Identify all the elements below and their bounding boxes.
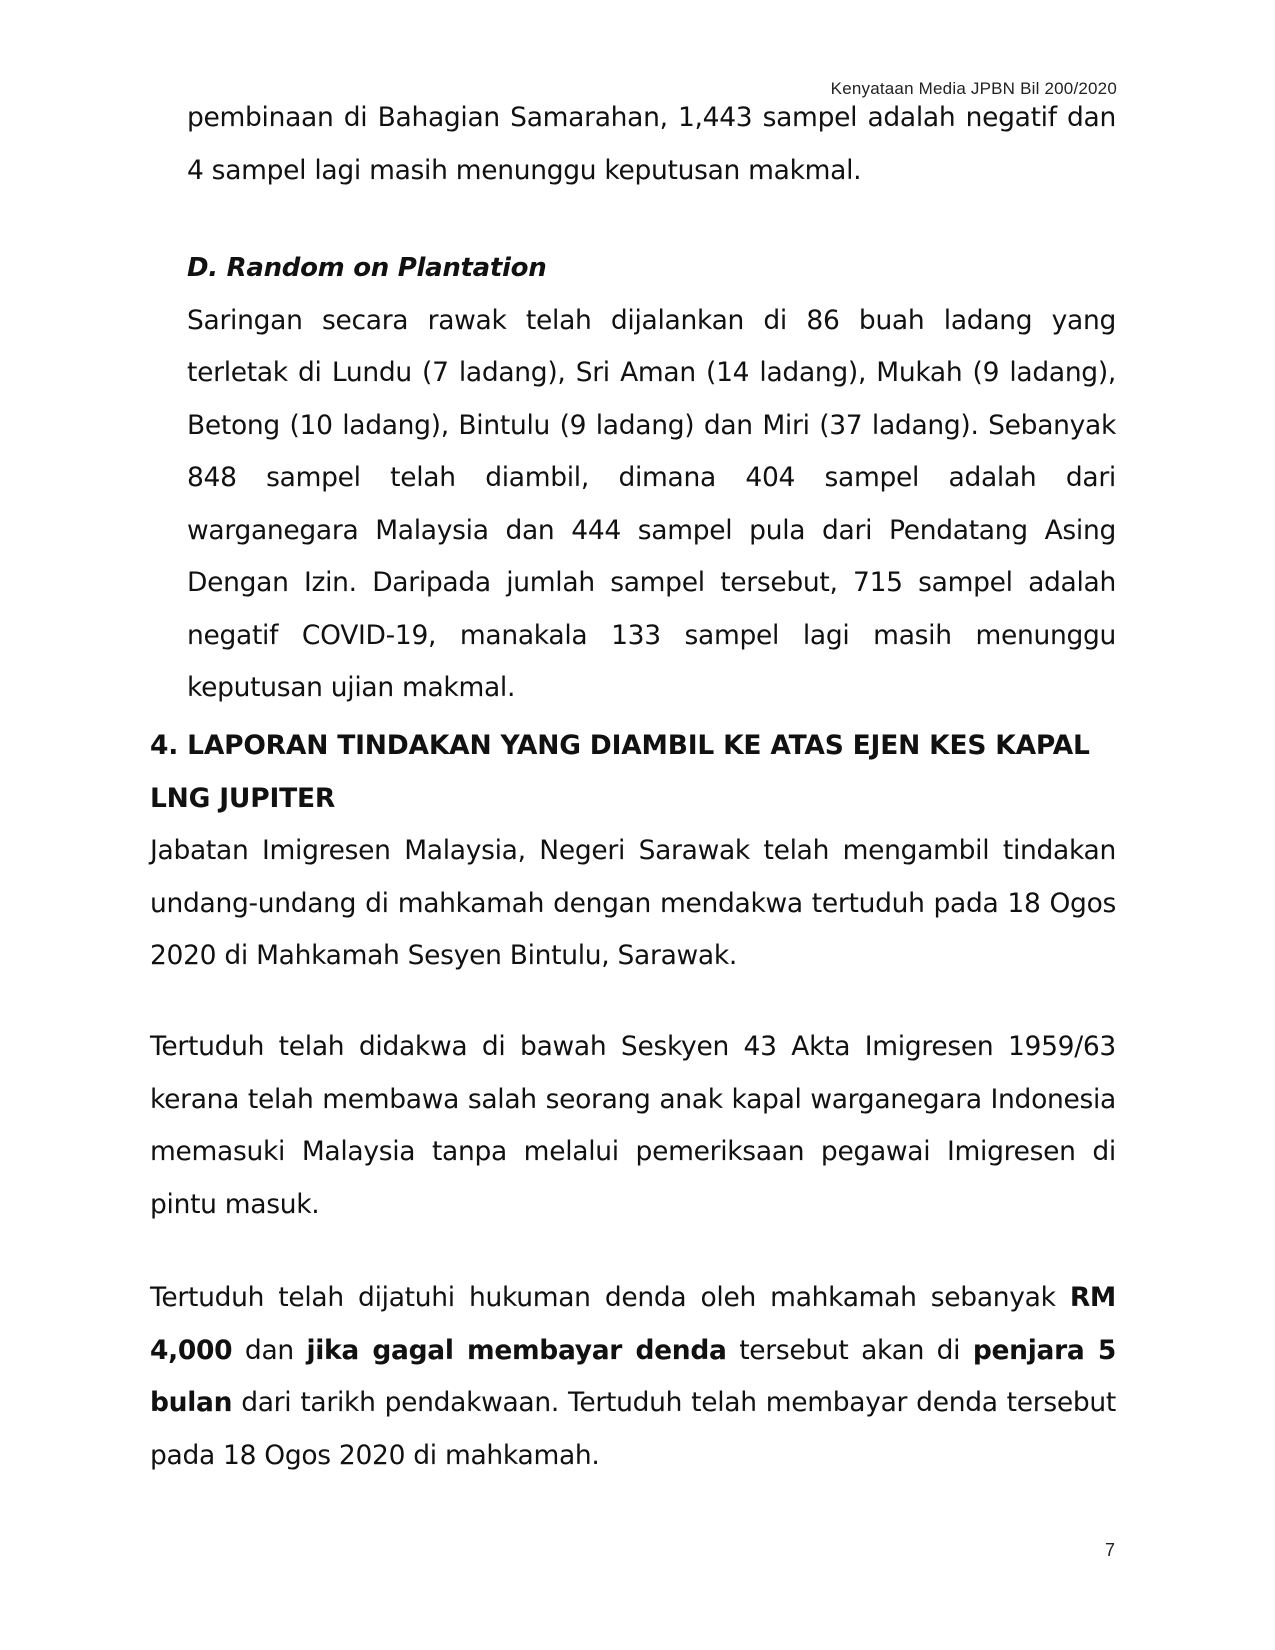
section-d-title: D. Random on Plantation	[187, 253, 547, 283]
section-4-paragraph-1: Jabatan Imigresen Malaysia, Negeri Sarawak telah mengambil tindakan undang-undang di mahkamah dengan mendakwa tertuduh pada 18 Ogos 2020 di Mahkamah Sesyen Bintulu, Sarawak.	[150, 835, 1116, 971]
prison-term: penjara 5 bulan	[150, 1334, 1116, 1418]
intro-block	[187, 92, 1116, 197]
section-4-paragraph-3	[150, 1272, 1116, 1482]
section-4-title: 4. LAPORAN TINDAKAN YANG DIAMBIL KE ATAS EJEN KES KAPAL LNG JUPITER	[150, 730, 1090, 814]
section-4-para-3-block	[150, 1272, 1116, 1482]
fine-amount: RM 4,000	[150, 1282, 1116, 1366]
page-number: 7	[1104, 1540, 1115, 1560]
fail-to-pay-phrase: jika gagal membayar denda	[306, 1334, 727, 1366]
intro-paragraph: pembinaan di Bahagian Samarahan, 1,443 sampel adalah negatif dan 4 sampel lagi masih menunggu keputusan makmal.	[187, 102, 1116, 186]
para3-text-4: dari tarikh pendakwaan. Tertuduh telah membayar denda tersebut pada 18 Ogos 2020 di mahkamah.	[150, 1387, 1116, 1471]
page-header: Kenyataan Media JPBN Bil 200/2020	[830, 79, 1117, 98]
section-d-body: Saringan secara rawak telah dijalankan di 86 buah ladang yang terletak di Lundu (7 ladang), Sri Aman (14 ladang), Mukah (9 ladang), Betong (10 ladang), Bintulu (9 ladang) dan Miri (37 ladang). Sebanyak 848 sampel telah diambil, dimana 404 sampel adalah dari warganegara Malaysia dan 444 sampel pula dari Pendatang Asing Dengan Izin. Daripada jumlah sampel tersebut, 715 sampel adalah negatif COVID-19, manakala 133 sampel lagi masih menunggu keputusan ujian makmal.	[187, 304, 1116, 703]
para3-text-3: tersebut akan di	[726, 1334, 973, 1366]
para3-text-2: dan	[232, 1334, 307, 1366]
section-4-para-2-block	[150, 1021, 1116, 1231]
section-4	[150, 720, 1116, 983]
section-4-paragraph-2: Tertuduh telah didakwa di bawah Seskyen 43 Akta Imigresen 1959/63 kerana telah membawa salah seorang anak kapal warganegara Indonesia memasuki Malaysia tanpa melalui pemeriksaan pegawai Imigresen di pintu masuk.	[150, 1031, 1116, 1220]
section-d	[187, 242, 1116, 715]
para3-text-1: Tertuduh telah dijatuhi hukuman denda oleh mahkamah sebanyak	[150, 1282, 1070, 1313]
